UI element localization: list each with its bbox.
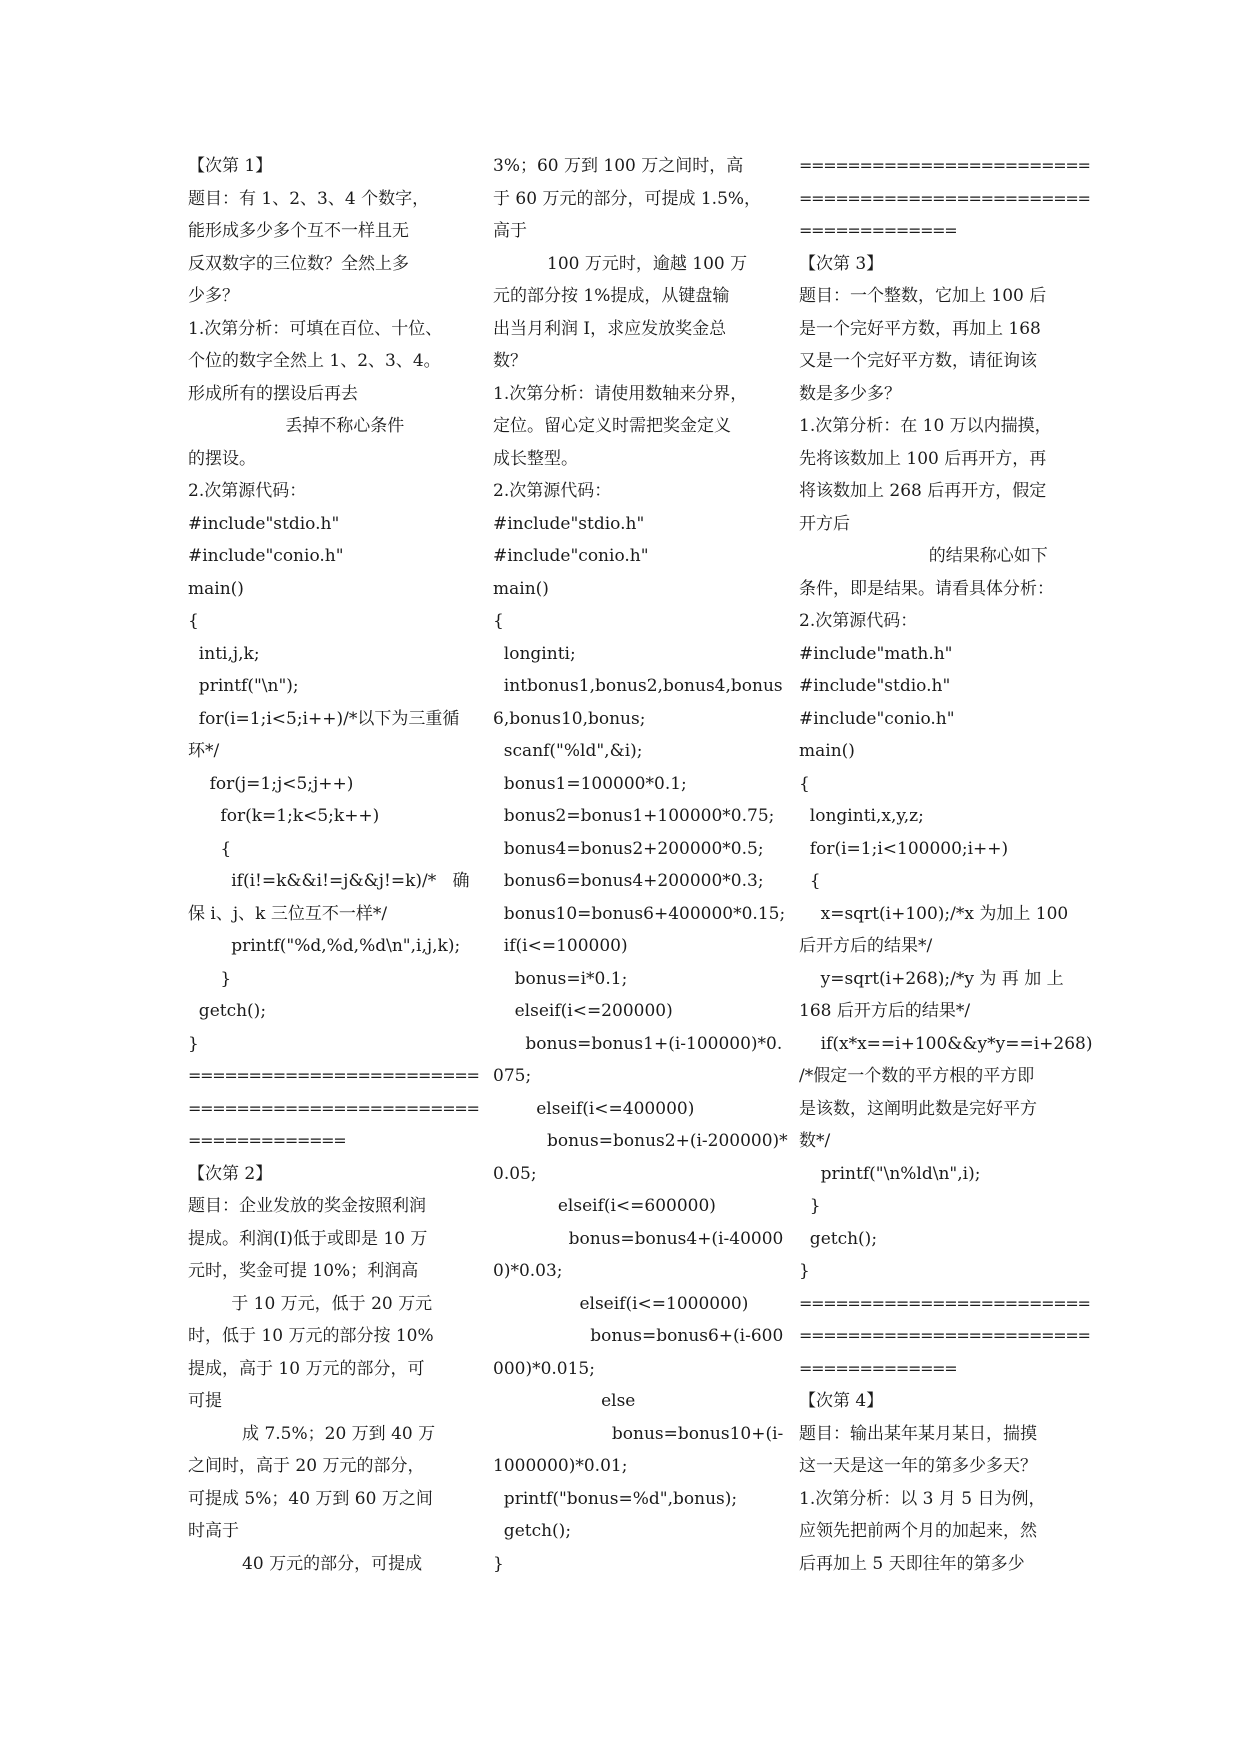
text-line: 1.次第分析：请使用数轴来分界，	[493, 383, 748, 404]
text-line: 后再加上 5 天即往年的第多少	[799, 1553, 1025, 1574]
text-line: {	[188, 838, 232, 859]
text-line: 元的部分按 1%提成，从键盘输	[493, 286, 730, 306]
text-line: 时，低于 10 万元的部分按 10%	[188, 1326, 434, 1346]
text-line: 000)*0.015;	[493, 1358, 595, 1379]
text-line: 又是一个完好平方数，请征询该	[799, 351, 1037, 371]
text-line: #include"conio.h"	[799, 708, 955, 729]
text-line: 成长整型。	[493, 448, 578, 469]
text-line: 0)*0.03;	[493, 1261, 563, 1281]
text-line: bonus2=bonus1+100000*0.75;	[493, 806, 775, 826]
text-line: main()	[799, 741, 855, 761]
text-line: 6,bonus10,bonus;	[493, 708, 646, 729]
text-line: #include"conio.h"	[188, 546, 344, 566]
text-line: main()	[493, 578, 549, 599]
text-line: 条件，即是结果。请看具体分析：	[799, 578, 1054, 599]
text-line: 先将该数加上 100 后再开方，再	[799, 448, 1047, 469]
text-line: {	[799, 871, 821, 891]
text-line: 高于	[493, 221, 527, 241]
text-line: x=sqrt(i+100);/*x 为加上 100	[799, 903, 1069, 924]
text-line: 反双数字的三位数？全然上多	[188, 253, 409, 274]
text-line: 1.次第分析：可填在百位、十位、	[188, 318, 443, 339]
separator-line: ========================	[799, 188, 1090, 208]
text-line: 2.次第源代码：	[799, 611, 918, 631]
text-line: {	[493, 611, 504, 631]
text-line: longinti;	[493, 643, 576, 664]
text-line: getch();	[188, 1001, 267, 1021]
text-line: printf("\n%ld\n",i);	[799, 1163, 981, 1184]
separator-line: ========================	[799, 156, 1090, 175]
text-line: 【次第 2】	[188, 1163, 273, 1184]
text-line: 时高于	[188, 1521, 239, 1541]
text-line: }	[493, 1553, 504, 1574]
text-line: 的结果称心如下	[799, 546, 1048, 566]
text-line: bonus=i*0.1;	[493, 968, 628, 989]
text-line: getch();	[493, 1521, 572, 1541]
separator-line: ========================	[188, 1066, 479, 1085]
text-line: 【次第 4】	[799, 1391, 884, 1411]
text-line: 【次第 3】	[799, 253, 884, 274]
text-column-3	[799, 150, 1093, 1580]
text-line: scanf("%ld",&i);	[493, 741, 643, 761]
text-column-1	[188, 150, 479, 1580]
text-line: 数？	[493, 351, 527, 371]
text-line: 0.05;	[493, 1163, 537, 1184]
text-line: 能形成多少多个互不一样且无	[188, 221, 409, 241]
text-line: 40 万元的部分，可提成	[188, 1553, 423, 1574]
text-line: bonus=bonus4+(i-40000	[493, 1228, 784, 1249]
text-line: bonus=bonus2+(i-200000)*	[493, 1131, 788, 1151]
separator-line: =============	[799, 1358, 957, 1378]
text-line: 题目：有 1、2、3、4 个数字，	[188, 188, 430, 209]
text-line: 是一个完好平方数，再加上 168	[799, 318, 1041, 339]
text-line: 形成所有的摆设后再去	[188, 383, 358, 404]
text-line: 定位。留心定义时需把奖金定义	[493, 416, 731, 436]
text-line: 于 60 万元的部分，可提成 1.5%，	[493, 188, 762, 209]
separator-line: ========================	[799, 1326, 1090, 1345]
text-line: bonus1=100000*0.1;	[493, 773, 687, 794]
text-line: {	[188, 611, 199, 631]
text-line: bonus=bonus10+(i-	[493, 1423, 784, 1444]
text-line: 应领先把前两个月的加起来，然	[799, 1521, 1037, 1541]
text-line: getch();	[799, 1228, 878, 1249]
text-line: intbonus1,bonus2,bonus4,bonus	[493, 676, 783, 696]
text-line: if(i<=100000)	[493, 936, 628, 956]
text-line: 个位的数字全然上 1、2、3、4。	[188, 351, 441, 371]
text-line: bonus6=bonus4+200000*0.3;	[493, 871, 764, 891]
text-line: 3%；60 万到 100 万之间时，高	[493, 156, 744, 176]
text-line: 提成。利润(I)低于或即是 10 万	[188, 1228, 428, 1249]
separator-line: ========================	[188, 1098, 479, 1118]
text-line: 1.次第分析：以 3 月 5 日为例，	[799, 1488, 1046, 1509]
text-line: #include"stdio.h"	[493, 513, 645, 534]
text-line: 【次第 1】	[188, 156, 273, 176]
text-line: y=sqrt(i+268);/*y 为 再 加 上	[799, 968, 1064, 989]
text-line: bonus10=bonus6+400000*0.15;	[493, 903, 786, 924]
separator-line: =============	[188, 1131, 346, 1150]
text-line: printf("%d,%d,%d\n",i,j,k);	[188, 936, 461, 956]
text-line: /*假定一个数的平方根的平方即	[799, 1066, 1035, 1086]
text-line: 可提成 5%；40 万到 60 万之间	[188, 1488, 433, 1509]
text-line: }	[188, 968, 232, 989]
text-line: {	[799, 773, 810, 794]
text-line: 题目：一个整数，它加上 100 后	[799, 286, 1047, 306]
text-line: if(x*x==i+100&&y*y==i+268)	[799, 1033, 1093, 1054]
text-line: 题目：输出某年某月某日，揣摸	[799, 1423, 1037, 1444]
text-line: else	[493, 1391, 636, 1411]
text-line: for(j=1;j<5;j++)	[188, 773, 354, 794]
text-line: 075;	[493, 1066, 532, 1086]
text-line: 1000000)*0.01;	[493, 1456, 628, 1476]
text-line: elseif(i<=400000)	[493, 1098, 695, 1119]
text-line: }	[799, 1196, 821, 1216]
text-line: 之间时，高于 20 万元的部分，	[188, 1456, 425, 1476]
text-line: 这一天是这一年的第多少多天？	[799, 1456, 1037, 1476]
text-line: #include"stdio.h"	[188, 513, 340, 534]
text-line: #include"math.h"	[799, 643, 953, 664]
text-line: bonus4=bonus2+200000*0.5;	[493, 838, 764, 859]
text-line: bonus=bonus1+(i-100000)*0.	[493, 1033, 783, 1054]
text-line: 出当月利润 I，求应发放奖金总	[493, 318, 727, 339]
separator-line: =============	[799, 221, 957, 240]
text-line: 丢掉不称心条件	[188, 416, 405, 436]
text-line: 数是多少多？	[799, 383, 901, 404]
text-line: 环*/	[188, 741, 220, 761]
text-line: 题目：企业发放的奖金按照利润	[188, 1196, 426, 1216]
text-line: 的摆设。	[188, 448, 256, 469]
text-line: elseif(i<=200000)	[493, 1001, 673, 1021]
text-line: #include"conio.h"	[493, 546, 649, 566]
text-line: if(i!=k&&i!=j&&j!=k)/* 确	[188, 871, 470, 891]
separator-line: ========================	[799, 1293, 1090, 1313]
text-line: 后开方后的结果*/	[799, 936, 933, 956]
text-line: elseif(i<=600000)	[493, 1196, 716, 1216]
text-line: 168 后开方后的结果*/	[799, 1001, 971, 1021]
text-line: }	[799, 1261, 810, 1281]
text-line: for(i=1;i<100000;i++)	[799, 838, 1009, 859]
text-line: #include"stdio.h"	[799, 676, 951, 696]
text-line: 成 7.5%；20 万到 40 万	[188, 1423, 436, 1444]
text-line: for(i=1;i<5;i++)/*以下为三重循	[188, 708, 460, 729]
text-line: elseif(i<=1000000)	[493, 1293, 749, 1314]
text-line: 元时，奖金可提 10%；利润高	[188, 1261, 419, 1281]
text-line: 2.次第源代码：	[188, 481, 307, 501]
text-line: 保 i、j、k 三位互不一样*/	[188, 903, 388, 924]
text-line: for(k=1;k<5;k++)	[188, 806, 380, 826]
text-line: 将该数加上 268 后再开方，假定	[799, 481, 1047, 501]
text-line: 是该数，这阐明此数是完好平方	[799, 1098, 1037, 1119]
text-line: inti,j,k;	[188, 643, 260, 664]
text-line: main()	[188, 578, 244, 599]
text-line: 提成，高于 10 万元的部分，可	[188, 1358, 425, 1379]
text-line: printf("\n");	[188, 676, 299, 696]
text-line: printf("bonus=%d",bonus);	[493, 1488, 738, 1509]
text-line: 于 10 万元，低于 20 万元	[188, 1293, 433, 1314]
text-line: longinti,x,y,z;	[799, 806, 924, 826]
text-line: }	[188, 1033, 199, 1054]
text-line: 1.次第分析：在 10 万以内揣摸，	[799, 416, 1052, 436]
text-line: 2.次第源代码：	[493, 481, 612, 501]
text-column-2	[493, 150, 788, 1580]
text-line: 100 万元时，逾越 100 万	[493, 253, 748, 274]
text-line: 少多？	[188, 286, 239, 306]
text-line: 开方后	[799, 513, 850, 534]
text-line: 数*/	[799, 1131, 831, 1151]
text-line: 可提	[188, 1391, 222, 1411]
text-line: bonus=bonus6+(i-600	[493, 1326, 784, 1346]
